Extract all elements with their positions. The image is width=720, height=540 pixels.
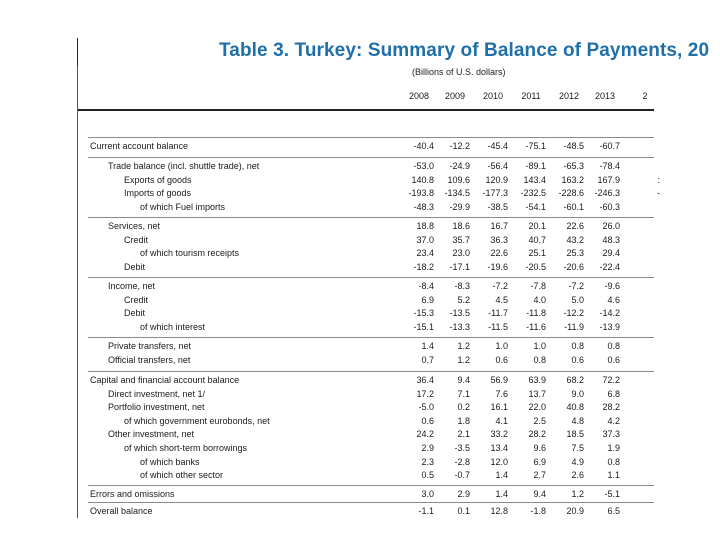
cell-value: 9.6 xyxy=(533,443,546,453)
cell-value: 0.6 xyxy=(571,354,584,365)
section-divider xyxy=(88,337,654,338)
cell-value: 9.0 xyxy=(571,388,584,399)
cell-value: -7.2 xyxy=(568,281,584,291)
cell-value: 4.8 xyxy=(571,415,584,426)
cell-value: 4.2 xyxy=(607,415,620,426)
row-label: Debit xyxy=(124,261,146,272)
year-header: 2013 xyxy=(594,91,616,101)
cell-value: -14.2 xyxy=(599,308,620,319)
cell-value: -11.8 xyxy=(526,308,546,319)
cell-value: 72.2 xyxy=(602,375,620,385)
row-label: Trade balance (incl. shuttle trade), net xyxy=(108,161,260,171)
table-row xyxy=(78,415,654,427)
cell-value: 4.6 xyxy=(607,294,620,305)
cell-value: 1.4 xyxy=(421,341,434,351)
cell-value: 4.5 xyxy=(495,294,508,305)
row-label: Portfolio investment, net xyxy=(108,402,205,413)
cell-value: 1.8 xyxy=(457,415,470,426)
cell-value: 163.2 xyxy=(561,174,584,185)
table-title: Table 3. Turkey: Summary of Balance of Payments, 20 xyxy=(219,40,710,61)
cell-value: -9.6 xyxy=(604,281,620,291)
row-label: of which Fuel imports xyxy=(140,201,226,212)
cell-value: 6.8 xyxy=(607,388,620,399)
cell-value: 24.2 xyxy=(416,429,434,440)
cell-value: -89.1 xyxy=(525,161,546,171)
cell-value: -45.4 xyxy=(487,141,508,151)
cell-value: 25.3 xyxy=(566,248,584,259)
cell-value: -134.5 xyxy=(444,188,470,199)
cell-value: -53.0 xyxy=(413,161,434,171)
cell-value: 0.8 xyxy=(571,341,584,351)
row-label: Capital and financial account balance xyxy=(90,375,240,385)
table-row xyxy=(78,294,654,306)
cell-value: -0.7 xyxy=(454,470,470,481)
cell-value: 25.1 xyxy=(528,248,546,259)
cell-value: 2.3 xyxy=(421,456,434,467)
cell-value: 33.2 xyxy=(490,429,508,440)
cell-value: 48.3 xyxy=(602,234,620,245)
cell-value: -60.1 xyxy=(563,201,584,212)
cell-value: 1.9 xyxy=(607,443,620,453)
cell-value: -177.3 xyxy=(482,188,508,199)
cell-value: 0.7 xyxy=(421,354,434,365)
cell-value: 4.1 xyxy=(495,415,508,426)
table-row xyxy=(78,428,654,440)
cell-value: 29.4 xyxy=(602,248,620,259)
year-header-row xyxy=(78,91,654,105)
cell-value: 28.2 xyxy=(602,402,620,413)
cell-value: 23.4 xyxy=(416,248,434,259)
row-label: Credit xyxy=(124,234,149,245)
cell-value: -2.8 xyxy=(454,456,470,467)
cell-value: 56.9 xyxy=(490,375,508,385)
cell-value: 140.8 xyxy=(411,174,434,185)
cell-value: 1.2 xyxy=(571,489,584,499)
table-row xyxy=(78,261,654,273)
cell-value: 36.4 xyxy=(416,375,434,385)
cell-value: -1.1 xyxy=(418,506,434,516)
cell-value: -11.7 xyxy=(488,308,508,319)
cell-value: -18.2 xyxy=(413,261,434,272)
cell-value: -13.3 xyxy=(449,321,470,332)
cell-value: 18.5 xyxy=(566,429,584,440)
cell-value: 63.9 xyxy=(528,375,546,385)
cell-value: 20.1 xyxy=(528,221,546,231)
row-label: of which other sector xyxy=(140,470,224,481)
cell-value: -22.4 xyxy=(599,261,620,272)
row-label: Official transfers, net xyxy=(108,354,191,365)
row-label: Exports of goods xyxy=(124,174,192,185)
cell-value: -56.4 xyxy=(487,161,508,171)
year-header: 2008 xyxy=(408,91,430,101)
cell-value: 36.3 xyxy=(490,234,508,245)
cell-value: -19.6 xyxy=(487,261,508,272)
cell-value: -13.9 xyxy=(599,321,620,332)
row-label: Imports of goods xyxy=(124,188,192,199)
cell-value: 40.8 xyxy=(566,402,584,413)
cell-value: 1.0 xyxy=(533,341,546,351)
cell-value: 13.4 xyxy=(490,443,508,453)
cell-value: 1.1 xyxy=(607,470,620,481)
cell-value: 20.9 xyxy=(566,506,584,516)
table-row xyxy=(78,140,654,152)
cell-value: -246.3 xyxy=(594,188,620,199)
cell-value: 28.2 xyxy=(528,429,546,440)
cell-value: -5.1 xyxy=(604,489,620,499)
cell-value: 22.6 xyxy=(566,221,584,231)
cell-value: 16.7 xyxy=(490,221,508,231)
year-header: 2011 xyxy=(521,91,541,101)
cell-value: 9.4 xyxy=(533,489,546,499)
cell-value: 22.0 xyxy=(528,402,546,413)
cell-value: 120.9 xyxy=(485,174,508,185)
section-divider xyxy=(88,217,654,218)
cell-value: -65.3 xyxy=(563,161,584,171)
cell-value: - xyxy=(657,188,660,199)
cell-value: -38.5 xyxy=(487,201,508,212)
cell-value: -29.9 xyxy=(449,201,470,212)
cell-value: 43.2 xyxy=(566,234,584,245)
cell-value: 26.0 xyxy=(602,221,620,231)
year-header: 2 xyxy=(642,91,648,101)
cell-value: 22.6 xyxy=(490,248,508,259)
cell-value: -12.2 xyxy=(449,141,470,151)
cell-value: -48.5 xyxy=(563,141,584,151)
header-rule xyxy=(78,109,654,111)
row-label: Private transfers, net xyxy=(108,341,192,351)
cell-value: 0.6 xyxy=(421,415,434,426)
cell-value: 0.2 xyxy=(457,402,470,413)
cell-value: 18.8 xyxy=(416,221,434,231)
section-divider xyxy=(88,277,654,278)
row-label: of which tourism receipts xyxy=(140,248,240,259)
table-row xyxy=(78,442,654,454)
cell-value: -20.6 xyxy=(563,261,584,272)
cell-value: 12.8 xyxy=(490,506,508,516)
cell-value: -17.1 xyxy=(449,261,470,272)
table-row xyxy=(78,488,654,500)
cell-value: 7.1 xyxy=(457,388,470,399)
cell-value: 1.0 xyxy=(495,341,508,351)
cell-value: 16.1 xyxy=(490,402,508,413)
cell-value: -232.5 xyxy=(520,188,546,199)
cell-value: 0.6 xyxy=(607,354,620,365)
table-row xyxy=(78,354,654,366)
cell-value: -20.5 xyxy=(525,261,546,272)
cell-value: -78.4 xyxy=(599,161,620,171)
cell-value: 18.6 xyxy=(452,221,470,231)
cell-value: 35.7 xyxy=(452,234,470,245)
cell-value: 167.9 xyxy=(597,174,620,185)
cell-value: -11.6 xyxy=(526,321,546,332)
section-divider xyxy=(88,157,654,158)
cell-value: -1.8 xyxy=(530,506,546,516)
table-row xyxy=(78,174,660,186)
cell-value: 5.0 xyxy=(571,294,584,305)
cell-value: 68.2 xyxy=(566,375,584,385)
row-label: Direct investment, net 1/ xyxy=(108,388,206,399)
table-row xyxy=(78,280,654,292)
row-label: Errors and omissions xyxy=(90,489,175,499)
cell-value: 40.7 xyxy=(528,234,546,245)
cell-value: 9.4 xyxy=(457,375,470,385)
row-label: Debit xyxy=(124,308,146,319)
table-viewport xyxy=(78,0,710,540)
cell-value: 4.0 xyxy=(533,294,546,305)
cell-value: 2.6 xyxy=(571,470,584,481)
table-row xyxy=(78,247,654,259)
cell-value: 6.9 xyxy=(421,294,434,305)
table-row xyxy=(78,234,654,246)
cell-value: : xyxy=(657,174,660,185)
row-label: of which short-term borrowings xyxy=(124,443,248,453)
cell-value: 5.2 xyxy=(457,294,470,305)
cell-value: 37.0 xyxy=(416,234,434,245)
year-header: 2010 xyxy=(482,91,504,101)
cell-value: -11.5 xyxy=(488,321,508,332)
cell-value: 12.0 xyxy=(490,456,508,467)
cell-value: -5.0 xyxy=(418,402,434,413)
row-label: of which government eurobonds, net xyxy=(124,415,270,426)
table-row xyxy=(78,456,654,468)
section-divider xyxy=(88,485,654,486)
table-row xyxy=(78,469,654,481)
cell-value: 0.5 xyxy=(421,470,434,481)
cell-value: -11.9 xyxy=(564,321,584,332)
cell-value: 0.6 xyxy=(495,354,508,365)
cell-value: 143.4 xyxy=(523,174,546,185)
cell-value: 1.4 xyxy=(495,489,508,499)
table-row xyxy=(78,374,654,386)
year-header: 2009 xyxy=(444,91,466,101)
cell-value: 1.2 xyxy=(457,341,470,351)
cell-value: -60.7 xyxy=(599,141,620,151)
cell-value: -13.5 xyxy=(449,308,470,319)
cell-value: -15.1 xyxy=(413,321,434,332)
row-label: Services, net xyxy=(108,221,161,231)
cell-value: 2.9 xyxy=(421,443,434,453)
cell-value: -24.9 xyxy=(449,161,470,171)
cell-value: 7.6 xyxy=(495,388,508,399)
cell-value: -8.3 xyxy=(454,281,470,291)
cell-value: -54.1 xyxy=(525,201,546,212)
row-label: of which interest xyxy=(140,321,206,332)
table-row xyxy=(78,160,654,172)
table-row xyxy=(78,388,654,400)
cell-value: 0.8 xyxy=(607,456,620,467)
cell-value: -12.2 xyxy=(563,308,584,319)
cell-value: 17.2 xyxy=(416,388,434,399)
cell-value: -40.4 xyxy=(413,141,434,151)
cell-value: 0.1 xyxy=(457,506,470,516)
table-row xyxy=(78,321,654,333)
cell-value: 0.8 xyxy=(533,354,546,365)
cell-value: 23.0 xyxy=(452,248,470,259)
row-label: Other investment, net xyxy=(108,429,195,440)
cell-value: 2.7 xyxy=(533,470,546,481)
cell-value: 2.9 xyxy=(457,489,470,499)
cell-value: -48.3 xyxy=(413,201,434,212)
row-label: of which banks xyxy=(140,456,200,467)
cell-value: -60.3 xyxy=(599,201,620,212)
table-row xyxy=(78,401,654,413)
cell-value: 7.5 xyxy=(571,443,584,453)
cell-value: -7.2 xyxy=(492,281,508,291)
section-divider xyxy=(88,371,654,372)
cell-value: 13.7 xyxy=(528,388,546,399)
row-label: Credit xyxy=(124,294,149,305)
cell-value: 37.3 xyxy=(602,429,620,440)
cell-value: 3.0 xyxy=(421,489,434,499)
row-label: Current account balance xyxy=(90,141,189,151)
cell-value: 1.4 xyxy=(495,470,508,481)
cell-value: -228.6 xyxy=(558,188,584,199)
cell-value: 4.9 xyxy=(571,456,584,467)
table-row xyxy=(78,201,654,213)
cell-value: -15.3 xyxy=(413,308,434,319)
table-row xyxy=(78,187,660,199)
table-row xyxy=(78,307,654,319)
cell-value: -3.5 xyxy=(454,443,470,453)
cell-value: 6.5 xyxy=(607,506,620,516)
cell-value: -75.1 xyxy=(525,141,546,151)
cell-value: 0.8 xyxy=(607,341,620,351)
table-row xyxy=(78,340,654,352)
cell-value: 6.9 xyxy=(533,456,546,467)
row-label: Overall balance xyxy=(90,506,153,516)
cell-value: 2.5 xyxy=(533,415,546,426)
table-row xyxy=(78,220,654,232)
cell-value: -8.4 xyxy=(418,281,434,291)
cell-value: 1.2 xyxy=(457,354,470,365)
cell-value: 2.1 xyxy=(457,429,470,440)
cell-value: -7.8 xyxy=(530,281,546,291)
section-divider xyxy=(88,502,654,503)
row-label: Income, net xyxy=(108,281,156,291)
cell-value: -193.8 xyxy=(408,188,434,199)
table-units: (Billions of U.S. dollars) xyxy=(412,67,506,77)
table-row xyxy=(78,505,654,517)
year-header: 2012 xyxy=(558,91,580,101)
cell-value: 109.6 xyxy=(447,174,470,185)
section-divider xyxy=(88,137,654,138)
